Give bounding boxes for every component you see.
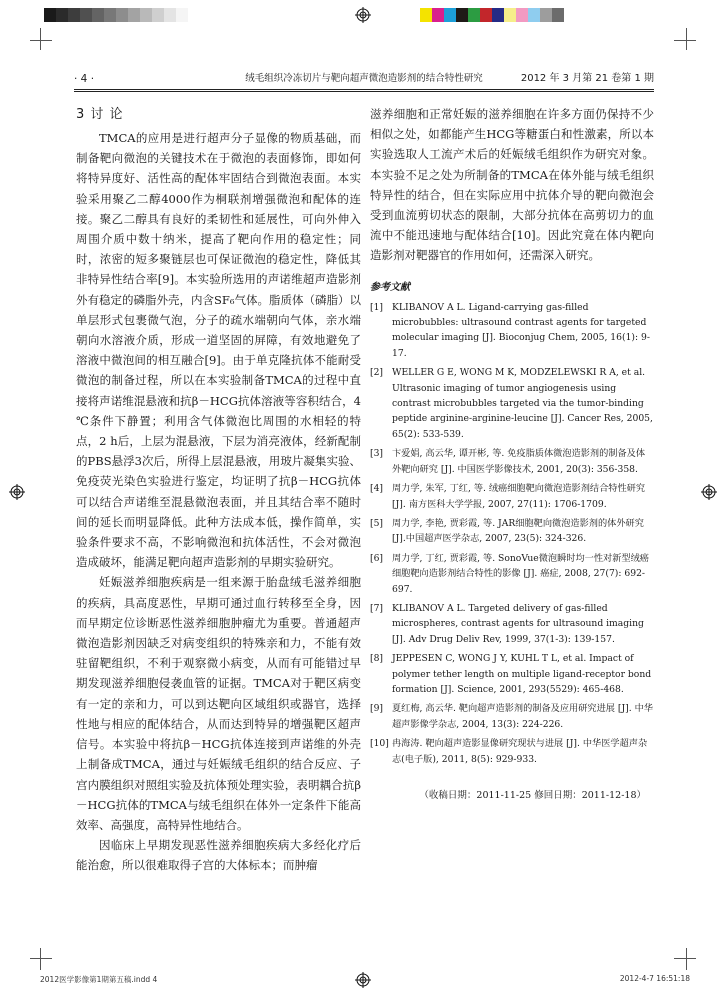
reference-number: [7]	[370, 602, 384, 614]
reference-text: 冉海涛. 靶向超声造影显像研究现状与进展 [J]. 中华医学超声杂志(电子版), 2011, 8(5): 929-933.	[392, 738, 648, 765]
color-swatch	[444, 8, 456, 22]
reference-text: KLIBANOV A L. Targeted delivery of gas-filled microspheres, contrast agents for ultrasound imaging [J]. Adv Drug Deliv Rev, 1999, 37(1-3): 139-157.	[392, 602, 644, 645]
received-revised-dates: （收稿日期：2011-11-25 修回日期：2011-12-18）	[419, 790, 646, 801]
gray-swatch	[140, 8, 152, 22]
color-swatch	[420, 8, 432, 22]
references-heading: 参考文献	[370, 281, 410, 293]
header-rule	[74, 91, 654, 92]
reference-text: JEPPESEN C, WONG J Y, KUHL T L, et al. Impact of polymer tether length on multiple ligand-receptor bond formation [J]. Science, 2001, 293(5529): 465-468.	[392, 653, 652, 695]
reference-number: [9]	[370, 703, 384, 715]
slug-file-info: 2012医学影像第1期第五稿.indd 4	[40, 975, 158, 984]
reference-text: 周力学, 丁红, 贾彩霞, 等. SonoVue微泡瞬时均一性对新型绒癌细胞靶向造影剂结合特性的影像 [J]. 癌症, 2008, 27(7): 692-697.	[392, 552, 649, 595]
reference-item	[370, 481, 654, 512]
body-paragraph-continued: 滋养细胞和正常妊娠的滋养细胞在许多方面仍保持不少相似之处，如都能产生HCG等糖蛋白和性激素，所以本实验选取人工流产术后的妊娠绒毛组织作为研究对象。本实验不足之处为所制备的TMCA在体外能与绒毛组织特异性的结合，但在实际应用中抗体介导的靶向微泡会受到血流剪切状态的限制，大部分抗体在高剪切力的血流中不能迅速地与配体结合[10]。因此究竟在体内靶向造影剂对靶器官的作用如何，还需深入研究。	[370, 107, 654, 263]
reference-item	[370, 601, 654, 647]
color-swatch	[492, 8, 504, 22]
reference-text: 周力学, 李艳, 贾彩霞, 等. JAR细胞靶向微泡造影剂的体外研究 [J].中国超声医学杂志, 2007, 23(5): 324-326.	[392, 517, 644, 545]
crop-mark	[686, 28, 687, 50]
gray-swatch	[104, 8, 116, 22]
page-number: · 4 ·	[74, 73, 95, 85]
reference-number: [3]	[370, 448, 384, 460]
gray-swatch	[128, 8, 140, 22]
color-swatch	[432, 8, 444, 22]
running-title: 绒毛组织冷冻切片与靶向超声微泡造影剂的结合特性研究	[245, 73, 483, 84]
registration-mark-bottom-icon	[355, 972, 371, 988]
reference-item	[370, 701, 654, 732]
registration-mark-right-icon	[701, 484, 717, 500]
reference-number: [5]	[370, 517, 384, 529]
color-swatch	[552, 8, 564, 22]
header-rule	[74, 89, 654, 90]
crop-mark	[686, 948, 687, 970]
crop-mark	[674, 40, 696, 41]
crop-mark	[30, 958, 52, 959]
reference-number: [8]	[370, 653, 384, 665]
reference-number: [10]	[370, 738, 389, 750]
color-swatch	[456, 8, 468, 22]
reference-number: [2]	[370, 367, 384, 379]
gray-swatch	[164, 8, 176, 22]
reference-item	[370, 365, 654, 442]
color-swatch	[528, 8, 540, 22]
body-paragraph: TMCA的应用是进行超声分子显像的物质基础，而制备靶向微泡的关键技术在于微泡的表面修饰，即如何将特异度好、活性高的配体牢固结合到微泡表面。本实验采用聚乙二醇4000作为桐联剂增强微泡和配体的连接。聚乙二醇具有良好的柔韧性和延展性，可向外伸入周围介质中数十纳米，提高了靶向作用的稳定性；同时，浓密的短多聚链层也可保证微泡的稳定性，降低其非特异性结合率[9]。本实验所选用的声诺维超声造影剂外有稳定的磷脂外壳，内含SF₆气体。脂质体（磷脂）以单层形式包裹微气泡，分子的疏水端朝向气体，亲水端朝向水溶液介质，形成一道坚固的屏障，有效地避免了溶液中微泡间的相互融合[9]。由于单克隆抗体不能耐受微泡的制备过程，所以在本实验制备TMCA的过程中直接将声诺维混悬液和抗β－HCG抗体溶液等容积结合，4 ℃条件下静置；利用含气体微泡比周围的水相轻的特点，2 h后，上层为混悬液，下层为消亮液体，经新配制的PBS悬浮3次后，所得上层混悬液，用玻片凝集实验、免疫荧光染色实验进行鉴定，均证明了抗β－HCG抗体可以结合声诺维至混悬微泡表面，并且其结合率不随时间的延长而明显降低。此种方法成本低，操作简单，实验条件要求不高，不影响微泡和抗体活性，不会对微泡造成破坏，能满足靶向超声造影剂的早期实验研究。	[76, 131, 361, 570]
reference-item	[370, 551, 654, 597]
gray-swatch	[68, 8, 80, 22]
registration-mark-top-icon	[355, 7, 371, 23]
registration-mark-left-icon	[9, 484, 25, 500]
slug-timestamp: 2012-4-7 16:51:18	[619, 974, 690, 983]
gray-swatch	[44, 8, 56, 22]
crop-mark	[40, 28, 41, 50]
color-swatch	[480, 8, 492, 22]
gray-swatch	[152, 8, 164, 22]
cmyk-color-bar	[420, 8, 564, 22]
reference-text: 夏红梅, 高云华. 靶向超声造影剂的制备及应用研究进展 [J]. 中华超声影像学杂志, 2004, 13(3): 224-226.	[392, 703, 653, 730]
gray-swatch	[176, 8, 188, 22]
color-swatch	[468, 8, 480, 22]
color-swatch	[540, 8, 552, 22]
reference-item	[370, 300, 654, 362]
crop-mark	[40, 948, 41, 970]
reference-number: [1]	[370, 301, 384, 313]
reference-number: [6]	[370, 552, 384, 564]
running-header	[74, 71, 654, 87]
reference-text: 周力学, 朱军, 丁红, 等. 绒癌细胞靶向微泡造影剂结合特性研究 [J]. 南方医科大学学报, 2007, 27(11): 1706-1709.	[392, 483, 646, 510]
right-column	[370, 104, 654, 803]
grayscale-color-bar	[44, 8, 188, 22]
left-column	[76, 104, 361, 876]
body-paragraph: 妊娠滋养细胞疾病是一组来源于胎盘绒毛滋养细胞的疾病，具高度恶性，早期可通过血行转移至全身，因而早期定位诊断恶性滋养细胞肿瘤尤为重要。普通超声微泡造影剂因缺乏对病变组织的特殊亲和力，不能有效驻留靶组织，不利于观察微小病变，从而有可能错过早期发现滋养细胞侵袭血管的证据。TMCA对于靶区病变有一定的亲和力，可以到达靶向区域组织或器官，选择性地与相应的配体结合，从而达到特异的增强靶区超声信号。本实验中将抗β－HCG抗体连接到声诺维的外壳上制备成TMCA，通过与妊娠绒毛组织的结合反应、子宫内膜组织对照组实验及抗体预处理实验，表明耦合抗β－HCG抗体的TMCA与绒毛组织在体外一定条件下能高效率、高强度，高特异性地结合。	[76, 575, 361, 832]
reference-item	[370, 651, 654, 697]
body-paragraph: 因临床上早期发现恶性滋养细胞疾病大多经化疗后能治愈，所以很难取得子宫的大体标本；而肿瘤	[76, 838, 361, 873]
reference-text: WELLER G E, WONG M K, MODZELEWSKI R A, et al. Ultrasonic imaging of tumor angiogenesis using contrast microbubbles targeted via the tumor-binding peptide arginine-arginine-leucine [J]. Cancer Res, 2005, 65(2): 533-539.	[392, 367, 653, 440]
reference-item	[370, 736, 654, 767]
reference-list	[370, 300, 654, 767]
color-swatch	[504, 8, 516, 22]
reference-text: 卞爱娟, 高云华, 谭开彬, 等. 免疫脂质体微泡造影剂的制备及体外靶向研究 [J]. 中国医学影像技术, 2001, 20(3): 356-358.	[392, 448, 646, 475]
gray-swatch	[116, 8, 128, 22]
gray-swatch	[56, 8, 68, 22]
gray-swatch	[92, 8, 104, 22]
color-swatch	[516, 8, 528, 22]
crop-mark	[30, 40, 52, 41]
reference-text: KLIBANOV A L. Ligand-carrying gas-filled microbubbles: ultrasound contrast agents for targeted molecular imaging [J]. Bioconjug Chem, 2005, 16(1): 9-17.	[392, 301, 650, 359]
reference-item	[370, 516, 654, 547]
section-heading: 3 讨 论	[76, 107, 124, 122]
reference-number: [4]	[370, 483, 384, 495]
crop-mark	[674, 958, 696, 959]
issue-info: 2012 年 3 月第 21 卷第 1 期	[520, 73, 654, 84]
reference-item	[370, 446, 654, 477]
gray-swatch	[80, 8, 92, 22]
